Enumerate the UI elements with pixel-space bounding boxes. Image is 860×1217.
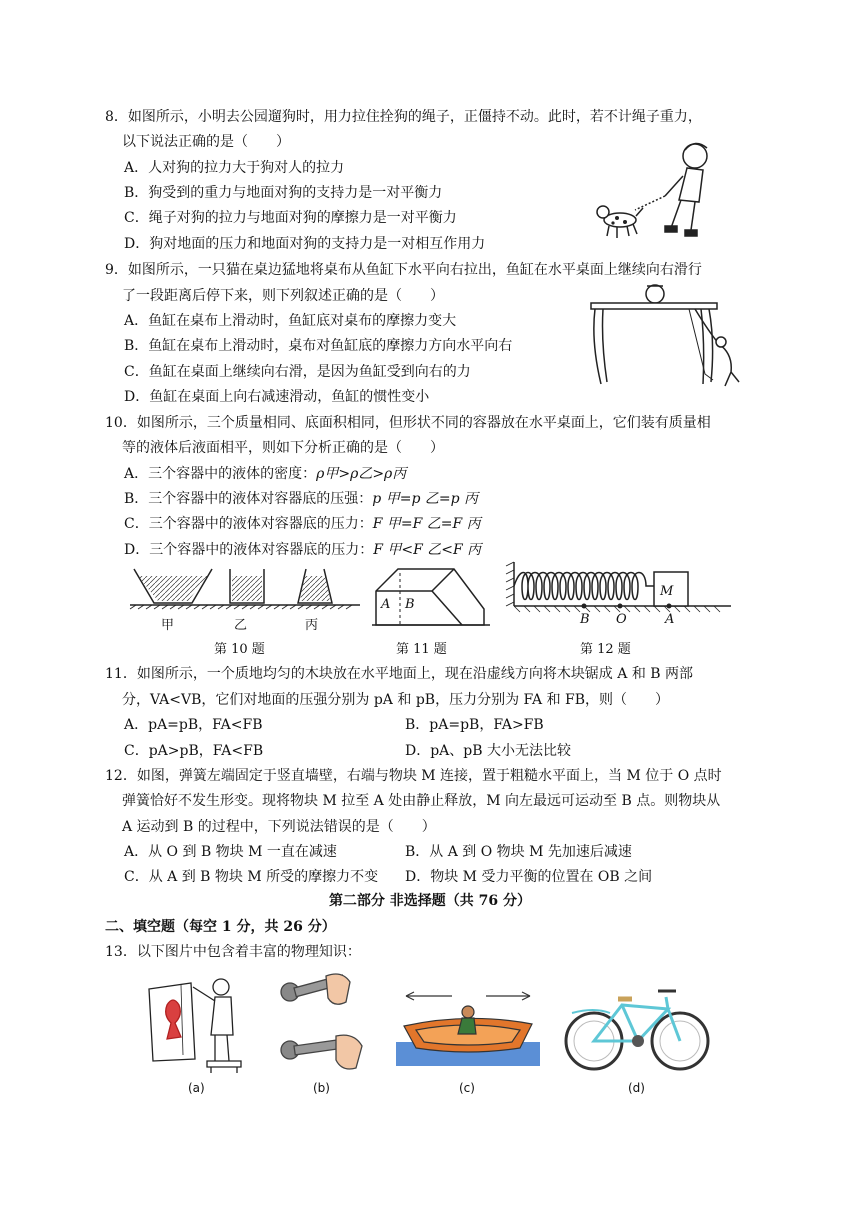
fig12-label-b: B [580, 612, 590, 627]
q10-stem-line2: 等的液体后液面相平，则如下分析正确的是（ ） [122, 440, 444, 456]
part2-title: 第二部分 非选择题（共 76 分） [328, 893, 532, 909]
fig13d-label: (d) [628, 1081, 645, 1095]
fig11-label-a: A [381, 597, 391, 612]
fig10-label-jia: 甲 [161, 618, 175, 633]
q11-stem-line1: 11．如图所示，一个质地均匀的木块放在水平地面上，现在沿虚线方向将木块锯成 A 和 B 两部 [105, 666, 694, 682]
q9-option-b: B．鱼缸在桌布上滑动时，桌布对鱼缸底的摩擦力方向水平向右 [124, 338, 513, 354]
section-fill-blank: 二、填空题（每空 1 分，共 26 分） [105, 919, 336, 935]
fig11-label-b: B [405, 597, 415, 612]
q12-stem-line3: A 运动到 B 的过程中，下列说法错误的是（ ） [122, 819, 436, 835]
fig10-label-bing: 丙 [305, 618, 319, 633]
fig13b-label: (b) [313, 1081, 330, 1095]
q11-option-c: C．pA>pB，FA<FB [124, 743, 264, 759]
q11-option-d: D．pA、pB 大小无法比较 [405, 743, 571, 759]
boy-walking-dog-figure [595, 138, 725, 246]
cat-tablecloth-figure [585, 282, 745, 390]
q9-option-a: A．鱼缸在桌布上滑动时，鱼缸底对桌布的摩擦力变大 [124, 313, 457, 329]
fig11-caption: 第 11 题 [396, 642, 447, 657]
fig13d-bicycle [562, 975, 712, 1075]
fig13a-man-with-picture [145, 975, 255, 1075]
q8-stem-line1: 8．如图所示，小明去公园遛狗时，用力拉住拴狗的绳子，正僵持不动。此时，若不计绳子重力， [105, 109, 702, 125]
fig10-label-yi: 乙 [234, 618, 248, 633]
q8-option-c: C．绳子对狗的拉力与地面对狗的摩擦力是一对平衡力 [124, 210, 457, 226]
q12-option-a: A．从 O 到 B 物块 M 一直在减速 [124, 844, 337, 860]
q10-stem-line1: 10．如图所示，三个质量相同、底面积相同，但形状不同的容器放在水平桌面上，它们装有质量相 [105, 415, 711, 431]
q12-option-b: B．从 A 到 O 物块 M 先加速后减速 [405, 844, 632, 860]
q10-option-b: B．三个容器中的液体对容器底的压强：p 甲=p 乙=p 丙 [124, 491, 478, 507]
fig13b-wrench-hands [276, 972, 368, 1076]
fig10-caption: 第 10 题 [214, 642, 265, 657]
q8-option-b: B．狗受到的重力与地面对狗的支持力是一对平衡力 [124, 185, 443, 201]
fig12-spring-block [506, 562, 731, 614]
q9-option-c: C．鱼缸在桌面上继续向右滑，是因为鱼缸受到向右的力 [124, 364, 471, 380]
q11-stem-line2: 分，VA<VB，它们对地面的压强分别为 pA 和 pB，压力分别为 FA 和 FB，则（ ） [122, 692, 670, 708]
fig12-label-a: A [665, 612, 675, 627]
q8-stem-line2: 以下说法正确的是（ ） [122, 134, 290, 150]
q10-option-c: C．三个容器中的液体对容器底的压力：F 甲=F 乙=F 丙 [124, 516, 481, 532]
q11-option-a: A．pA=pB，FA<FB [124, 717, 263, 733]
q11-option-b: B．pA=pB，FA>FB [405, 717, 544, 733]
fig13c-boat [396, 990, 540, 1066]
fig13c-label: (c) [459, 1081, 475, 1095]
q9-stem-line1: 9．如图所示，一只猫在桌边猛地将桌布从鱼缸下水平向右拉出，鱼缸在水平桌面上继续向右滑行 [105, 262, 702, 278]
q12-stem-line1: 12．如图，弹簧左端固定于竖直墙壁，右端与物块 M 连接，置于粗糙水平面上，当 M 位于 O 点时 [105, 768, 722, 784]
fig12-label-m: M [660, 584, 674, 599]
fig13a-label: (a) [188, 1081, 205, 1095]
q12-stem-line2: 弹簧恰好不发生形变。现将物块 M 拉至 A 处由静止释放，M 向左最远可运动至 B 点。则物块从 [122, 793, 721, 809]
q8-option-d: D．狗对地面的压力和地面对狗的支持力是一对相互作用力 [124, 236, 486, 252]
q10-option-d: D．三个容器中的液体对容器底的压力：F 甲<F 乙<F 丙 [124, 542, 482, 558]
q10-option-a: A．三个容器中的液体的密度：ρ甲>ρ乙>ρ丙 [124, 466, 407, 482]
q9-option-d: D．鱼缸在桌面上向右减速滑动，鱼缸的惯性变小 [124, 389, 430, 405]
q12-option-c: C．从 A 到 B 物块 M 所受的摩擦力不变 [124, 869, 379, 885]
q8-option-a: A．人对狗的拉力大于狗对人的拉力 [124, 160, 345, 176]
q9-stem-line2: 了一段距离后停下来，则下列叙述正确的是（ ） [122, 288, 444, 304]
q13-stem: 13．以下图片中包含着丰富的物理知识： [105, 944, 361, 960]
fig12-label-o: O [616, 612, 627, 627]
fig12-caption: 第 12 题 [580, 642, 631, 657]
q12-option-d: D．物块 M 受力平衡的位置在 OB 之间 [405, 869, 653, 885]
